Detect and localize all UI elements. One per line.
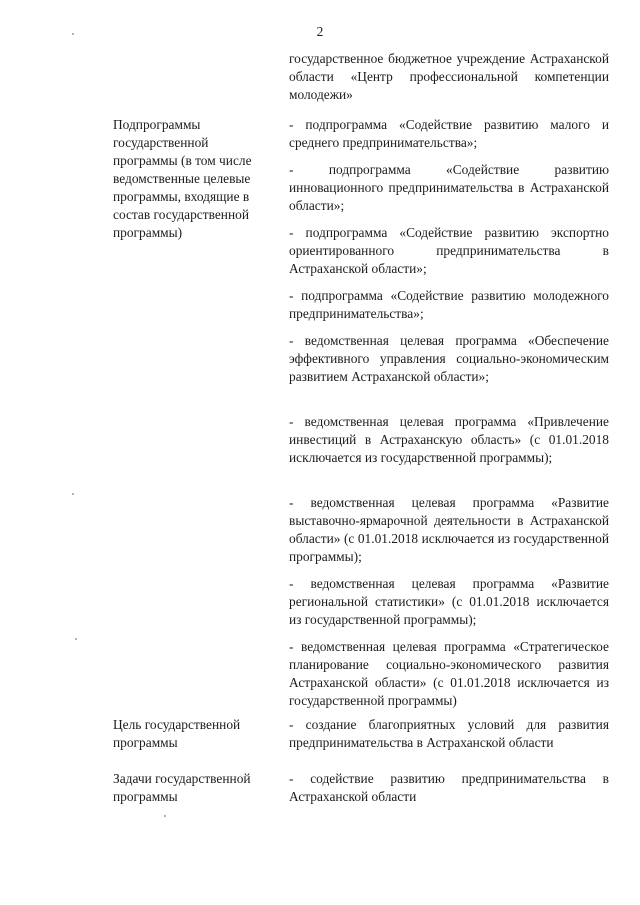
subprogram-item: - подпрограмма «Содействие развитию малого и среднего предпринимательства»; [289,117,609,150]
scan-speck [164,815,166,817]
tasks-label: Задачи государственной программы [113,771,251,804]
subprogram-item: - подпрограмма «Содействие развитию молодежного предпринимательства»; [289,288,609,321]
page-number: 2 [316,24,324,39]
scan-speck [75,638,77,640]
goal-item: - создание благоприятных условий для развития предпринимательства в Астраханской области [289,717,609,750]
goal-label: Цель государственной программы [113,717,241,750]
scan-speck [72,493,74,495]
departmental-program-item: - ведомственная целевая программа «Обеспечение эффективного управления социально-экономическим развитием Астраханской области»; [289,333,609,384]
intro-text: государственное бюджетное учреждение Астраханской области «Центр профессиональной компетенции молодежи» [289,51,609,102]
subprogram-item: - подпрограмма «Содействие развитию инновационного предпринимательства в Астраханской области»; [289,162,609,213]
departmental-program-item: - ведомственная целевая программа «Стратегическое планирование социально-экономического развития Астраханской области» (с 01.01.2018 исключается из государственной программы) [289,639,609,708]
subprograms-label: Подпрограммы государственной программы (в том числе ведомственные целевые программы, входящие в состав государственной программы) [113,117,252,240]
departmental-program-item: - ведомственная целевая программа «Развитие выставочно-ярмарочной деятельности в Астраханской области» (с 01.01.2018 исключается из государственной программы); [289,495,609,564]
tasks-item: - содействие развитию предпринимательства в Астраханской области [289,771,609,804]
departmental-program-item: - ведомственная целевая программа «Привлечение инвестиций в Астраханскую область» (с 01.01.2018 исключается из государственной программы); [289,414,609,465]
subprogram-item: - подпрограмма «Содействие развитию экспортно ориентированного предпринимательства в Астраханской области»; [289,225,609,276]
scan-speck [72,33,74,35]
departmental-program-item: - ведомственная целевая программа «Развитие региональной статистики» (с 01.01.2018 исключается из государственной программы); [289,576,609,627]
